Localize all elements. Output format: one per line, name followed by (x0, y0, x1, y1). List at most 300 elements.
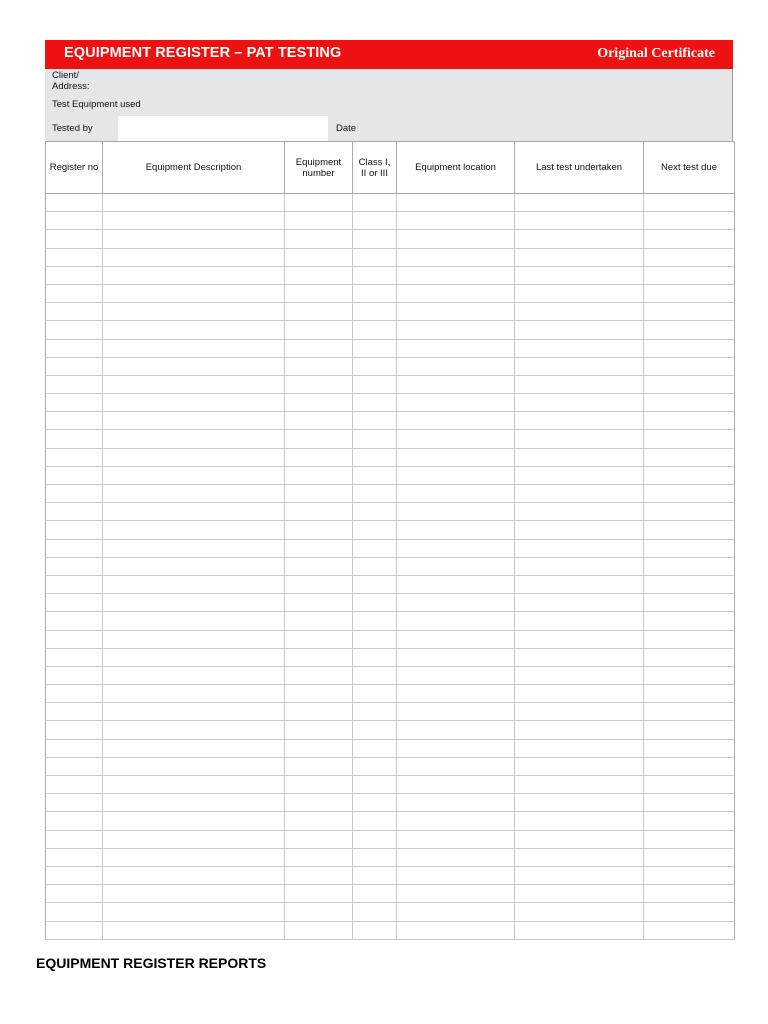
table-cell[interactable] (644, 521, 735, 539)
table-cell[interactable] (46, 776, 103, 794)
table-cell[interactable] (46, 230, 103, 248)
table-cell[interactable] (46, 666, 103, 684)
table-cell[interactable] (397, 339, 515, 357)
table-cell[interactable] (46, 357, 103, 375)
table-cell[interactable] (353, 903, 397, 921)
table-row (46, 303, 735, 321)
table-cell[interactable] (353, 357, 397, 375)
table-cell[interactable] (515, 776, 644, 794)
table-cell[interactable] (644, 266, 735, 284)
table-cell[interactable] (644, 921, 735, 939)
table-cell[interactable] (103, 248, 285, 266)
table-row (46, 739, 735, 757)
table-cell[interactable] (353, 648, 397, 666)
table-cell[interactable] (103, 194, 285, 212)
table-cell[interactable] (515, 757, 644, 775)
table-cell[interactable] (353, 412, 397, 430)
table-cell[interactable] (285, 266, 353, 284)
table-cell[interactable] (103, 739, 285, 757)
table-row (46, 885, 735, 903)
table-cell[interactable] (353, 612, 397, 630)
table-cell[interactable] (285, 866, 353, 884)
table-cell[interactable] (103, 503, 285, 521)
table-cell[interactable] (285, 739, 353, 757)
table-cell[interactable] (515, 230, 644, 248)
table-cell[interactable] (285, 539, 353, 557)
tested-by-field[interactable] (118, 116, 328, 141)
table-cell[interactable] (397, 666, 515, 684)
table-cell[interactable] (515, 212, 644, 230)
table-cell[interactable] (353, 848, 397, 866)
table-cell[interactable] (397, 412, 515, 430)
table-cell[interactable] (285, 612, 353, 630)
table-cell[interactable] (353, 248, 397, 266)
table-cell[interactable] (397, 739, 515, 757)
table-cell[interactable] (103, 866, 285, 884)
table-cell[interactable] (515, 339, 644, 357)
table-cell[interactable] (285, 321, 353, 339)
table-cell[interactable] (397, 375, 515, 393)
table-cell[interactable] (353, 339, 397, 357)
table-cell[interactable] (353, 485, 397, 503)
table-cell[interactable] (515, 357, 644, 375)
table-cell[interactable] (397, 757, 515, 775)
table-cell[interactable] (46, 866, 103, 884)
table-cell[interactable] (644, 666, 735, 684)
table-cell[interactable] (46, 539, 103, 557)
table-cell[interactable] (103, 848, 285, 866)
table-cell[interactable] (644, 594, 735, 612)
table-cell[interactable] (515, 666, 644, 684)
table-cell[interactable] (644, 630, 735, 648)
table-cell[interactable] (644, 339, 735, 357)
table-cell[interactable] (644, 557, 735, 575)
table-cell[interactable] (285, 757, 353, 775)
table-cell[interactable] (285, 830, 353, 848)
table-cell[interactable] (103, 448, 285, 466)
table-cell[interactable] (103, 648, 285, 666)
table-cell[interactable] (285, 230, 353, 248)
table-row (46, 466, 735, 484)
table-cell[interactable] (285, 703, 353, 721)
table-cell[interactable] (103, 703, 285, 721)
table-cell[interactable] (285, 303, 353, 321)
table-cell[interactable] (46, 921, 103, 939)
table-cell[interactable] (285, 448, 353, 466)
table-cell[interactable] (515, 921, 644, 939)
table-cell[interactable] (353, 303, 397, 321)
table-cell[interactable] (397, 430, 515, 448)
table-cell[interactable] (397, 194, 515, 212)
table-cell[interactable] (515, 721, 644, 739)
table-cell[interactable] (46, 521, 103, 539)
table-cell[interactable] (103, 666, 285, 684)
table-cell[interactable] (515, 412, 644, 430)
table-cell[interactable] (103, 721, 285, 739)
table-cell[interactable] (285, 503, 353, 521)
table-cell[interactable] (397, 321, 515, 339)
table-cell[interactable] (353, 557, 397, 575)
table-cell[interactable] (103, 594, 285, 612)
table-cell[interactable] (353, 721, 397, 739)
table-cell[interactable] (515, 903, 644, 921)
table-cell[interactable] (285, 903, 353, 921)
table-cell[interactable] (644, 284, 735, 302)
table-cell[interactable] (515, 612, 644, 630)
table-row (46, 630, 735, 648)
table-cell[interactable] (103, 630, 285, 648)
table-cell[interactable] (644, 448, 735, 466)
table-cell[interactable] (46, 721, 103, 739)
table-cell[interactable] (103, 303, 285, 321)
table-cell[interactable] (644, 866, 735, 884)
table-cell[interactable] (46, 848, 103, 866)
table-cell[interactable] (515, 830, 644, 848)
table-cell[interactable] (353, 866, 397, 884)
table-cell[interactable] (285, 575, 353, 593)
table-cell[interactable] (46, 375, 103, 393)
table-cell[interactable] (285, 648, 353, 666)
table-cell[interactable] (46, 739, 103, 757)
table-cell[interactable] (644, 757, 735, 775)
table-cell[interactable] (515, 812, 644, 830)
table-cell[interactable] (285, 394, 353, 412)
table-cell[interactable] (644, 357, 735, 375)
table-cell[interactable] (353, 757, 397, 775)
table-cell[interactable] (353, 703, 397, 721)
table-cell[interactable] (644, 321, 735, 339)
table-cell[interactable] (644, 612, 735, 630)
table-cell[interactable] (515, 303, 644, 321)
table-cell[interactable] (285, 921, 353, 939)
table-cell[interactable] (515, 794, 644, 812)
table-cell[interactable] (46, 630, 103, 648)
table-cell[interactable] (397, 594, 515, 612)
table-cell[interactable] (353, 448, 397, 466)
table-cell[interactable] (397, 776, 515, 794)
table-cell[interactable] (397, 503, 515, 521)
table-cell[interactable] (46, 412, 103, 430)
table-cell[interactable] (285, 685, 353, 703)
table-cell[interactable] (103, 521, 285, 539)
table-cell[interactable] (353, 321, 397, 339)
table-cell[interactable] (644, 430, 735, 448)
table-cell[interactable] (103, 375, 285, 393)
table-cell[interactable] (397, 830, 515, 848)
table-cell[interactable] (353, 830, 397, 848)
table-cell[interactable] (353, 776, 397, 794)
table-cell[interactable] (353, 194, 397, 212)
table-cell[interactable] (515, 539, 644, 557)
table-cell[interactable] (644, 830, 735, 848)
table-cell[interactable] (515, 284, 644, 302)
table-cell[interactable] (353, 521, 397, 539)
table-cell[interactable] (103, 339, 285, 357)
table-cell[interactable] (644, 485, 735, 503)
table-cell[interactable] (103, 885, 285, 903)
table-cell[interactable] (46, 321, 103, 339)
table-cell[interactable] (285, 848, 353, 866)
table-cell[interactable] (285, 812, 353, 830)
table-cell[interactable] (515, 521, 644, 539)
table-cell[interactable] (46, 466, 103, 484)
table-cell[interactable] (515, 630, 644, 648)
table-cell[interactable] (515, 248, 644, 266)
table-cell[interactable] (353, 266, 397, 284)
table-cell[interactable] (46, 485, 103, 503)
table-cell[interactable] (397, 248, 515, 266)
table-cell[interactable] (515, 885, 644, 903)
table-cell[interactable] (515, 685, 644, 703)
table-cell[interactable] (397, 903, 515, 921)
table-cell[interactable] (397, 448, 515, 466)
table-cell[interactable] (103, 776, 285, 794)
col-equipment-description: Equipment Description (103, 142, 285, 194)
table-cell[interactable] (353, 630, 397, 648)
table-cell[interactable] (397, 885, 515, 903)
table-cell[interactable] (515, 557, 644, 575)
table-cell[interactable] (515, 594, 644, 612)
table-cell[interactable] (46, 194, 103, 212)
table-cell[interactable] (644, 230, 735, 248)
table-cell[interactable] (515, 466, 644, 484)
table-cell[interactable] (46, 812, 103, 830)
table-cell[interactable] (644, 648, 735, 666)
table-cell[interactable] (397, 630, 515, 648)
table-cell[interactable] (644, 466, 735, 484)
table-cell[interactable] (353, 685, 397, 703)
table-cell[interactable] (46, 248, 103, 266)
table-cell[interactable] (644, 212, 735, 230)
table-cell[interactable] (46, 703, 103, 721)
table-cell[interactable] (353, 539, 397, 557)
table-cell[interactable] (103, 575, 285, 593)
table-cell[interactable] (397, 521, 515, 539)
table-cell[interactable] (103, 430, 285, 448)
table-cell[interactable] (285, 412, 353, 430)
table-cell[interactable] (515, 648, 644, 666)
table-cell[interactable] (285, 248, 353, 266)
table-cell[interactable] (644, 194, 735, 212)
table-cell[interactable] (103, 830, 285, 848)
table-cell[interactable] (285, 485, 353, 503)
table-cell[interactable] (46, 648, 103, 666)
table-cell[interactable] (285, 430, 353, 448)
table-cell[interactable] (285, 466, 353, 484)
table-cell[interactable] (103, 812, 285, 830)
table-cell[interactable] (515, 485, 644, 503)
table-cell[interactable] (397, 485, 515, 503)
table-cell[interactable] (46, 685, 103, 703)
table-cell[interactable] (644, 776, 735, 794)
table-cell[interactable] (285, 194, 353, 212)
table-cell[interactable] (397, 230, 515, 248)
table-cell[interactable] (103, 612, 285, 630)
table-cell[interactable] (353, 230, 397, 248)
table-cell[interactable] (397, 539, 515, 557)
col-register-no: Register no (46, 142, 103, 194)
table-cell[interactable] (644, 885, 735, 903)
table-cell[interactable] (644, 685, 735, 703)
table-cell[interactable] (46, 430, 103, 448)
table-cell[interactable] (353, 921, 397, 939)
table-cell[interactable] (103, 357, 285, 375)
table-cell[interactable] (515, 448, 644, 466)
table-cell[interactable] (397, 212, 515, 230)
table-cell[interactable] (46, 903, 103, 921)
table-cell[interactable] (397, 466, 515, 484)
table-cell[interactable] (353, 666, 397, 684)
table-row (46, 212, 735, 230)
table-cell[interactable] (103, 230, 285, 248)
table-cell[interactable] (644, 848, 735, 866)
table-cell[interactable] (46, 394, 103, 412)
table-cell[interactable] (285, 794, 353, 812)
table-cell[interactable] (397, 303, 515, 321)
table-cell[interactable] (285, 557, 353, 575)
equipment-register-form (45, 40, 733, 940)
table-cell[interactable] (353, 594, 397, 612)
table-cell[interactable] (644, 794, 735, 812)
table-cell[interactable] (285, 357, 353, 375)
table-cell[interactable] (285, 212, 353, 230)
table-cell[interactable] (103, 485, 285, 503)
table-cell[interactable] (285, 339, 353, 357)
table-row (46, 903, 735, 921)
table-cell[interactable] (46, 575, 103, 593)
table-cell[interactable] (644, 303, 735, 321)
table-cell[interactable] (46, 503, 103, 521)
table-cell[interactable] (46, 212, 103, 230)
table-cell[interactable] (515, 848, 644, 866)
table-cell[interactable] (397, 848, 515, 866)
table-cell[interactable] (644, 412, 735, 430)
table-cell[interactable] (353, 394, 397, 412)
table-cell[interactable] (285, 721, 353, 739)
table-cell[interactable] (103, 212, 285, 230)
table-cell[interactable] (397, 812, 515, 830)
table-cell[interactable] (515, 194, 644, 212)
table-cell[interactable] (644, 903, 735, 921)
table-cell[interactable] (103, 794, 285, 812)
table-cell[interactable] (644, 539, 735, 557)
table-cell[interactable] (644, 703, 735, 721)
table-cell[interactable] (515, 866, 644, 884)
table-cell[interactable] (515, 575, 644, 593)
table-cell[interactable] (353, 212, 397, 230)
table-cell[interactable] (397, 284, 515, 302)
table-cell[interactable] (397, 921, 515, 939)
table-cell[interactable] (46, 339, 103, 357)
table-row (46, 194, 735, 212)
table-cell[interactable] (103, 284, 285, 302)
table-cell[interactable] (353, 284, 397, 302)
table-cell[interactable] (46, 557, 103, 575)
table-cell[interactable] (285, 521, 353, 539)
table-cell[interactable] (515, 430, 644, 448)
table-cell[interactable] (103, 394, 285, 412)
table-cell[interactable] (46, 284, 103, 302)
table-cell[interactable] (285, 630, 353, 648)
table-cell[interactable] (103, 466, 285, 484)
table-cell[interactable] (285, 375, 353, 393)
table-cell[interactable] (397, 557, 515, 575)
table-cell[interactable] (644, 739, 735, 757)
table-row (46, 394, 735, 412)
table-cell[interactable] (46, 266, 103, 284)
table-cell[interactable] (103, 903, 285, 921)
table-cell[interactable] (285, 594, 353, 612)
table-cell[interactable] (515, 375, 644, 393)
table-cell[interactable] (353, 375, 397, 393)
table-cell[interactable] (515, 266, 644, 284)
table-cell[interactable] (644, 394, 735, 412)
table-cell[interactable] (397, 612, 515, 630)
table-cell[interactable] (397, 721, 515, 739)
table-cell[interactable] (353, 885, 397, 903)
table-cell[interactable] (397, 266, 515, 284)
table-cell[interactable] (353, 812, 397, 830)
table-cell[interactable] (515, 503, 644, 521)
table-cell[interactable] (644, 248, 735, 266)
table-cell[interactable] (103, 757, 285, 775)
table-cell[interactable] (353, 575, 397, 593)
table-cell[interactable] (285, 666, 353, 684)
table-cell[interactable] (515, 739, 644, 757)
table-cell[interactable] (353, 466, 397, 484)
table-cell[interactable] (397, 394, 515, 412)
table-cell[interactable] (397, 648, 515, 666)
table-cell[interactable] (46, 303, 103, 321)
table-cell[interactable] (353, 739, 397, 757)
table-cell[interactable] (103, 685, 285, 703)
table-cell[interactable] (46, 794, 103, 812)
table-cell[interactable] (644, 375, 735, 393)
table-cell[interactable] (515, 394, 644, 412)
table-cell[interactable] (397, 357, 515, 375)
table-cell[interactable] (103, 412, 285, 430)
table-cell[interactable] (353, 430, 397, 448)
table-cell[interactable] (644, 812, 735, 830)
table-cell[interactable] (515, 703, 644, 721)
table-cell[interactable] (103, 557, 285, 575)
table-cell[interactable] (644, 503, 735, 521)
table-cell[interactable] (103, 539, 285, 557)
table-cell[interactable] (285, 776, 353, 794)
table-cell[interactable] (46, 757, 103, 775)
table-cell[interactable] (46, 612, 103, 630)
table-cell[interactable] (397, 685, 515, 703)
table-cell[interactable] (397, 794, 515, 812)
table-cell[interactable] (46, 830, 103, 848)
table-cell[interactable] (103, 921, 285, 939)
table-cell[interactable] (103, 266, 285, 284)
table-cell[interactable] (46, 448, 103, 466)
table-cell[interactable] (515, 321, 644, 339)
table-cell[interactable] (103, 321, 285, 339)
table-cell[interactable] (397, 703, 515, 721)
table-cell[interactable] (46, 885, 103, 903)
table-cell[interactable] (644, 575, 735, 593)
table-cell[interactable] (353, 503, 397, 521)
table-cell[interactable] (353, 794, 397, 812)
table-cell[interactable] (285, 885, 353, 903)
table-cell[interactable] (285, 284, 353, 302)
table-cell[interactable] (397, 866, 515, 884)
table-cell[interactable] (46, 594, 103, 612)
table-cell[interactable] (397, 575, 515, 593)
table-cell[interactable] (644, 721, 735, 739)
